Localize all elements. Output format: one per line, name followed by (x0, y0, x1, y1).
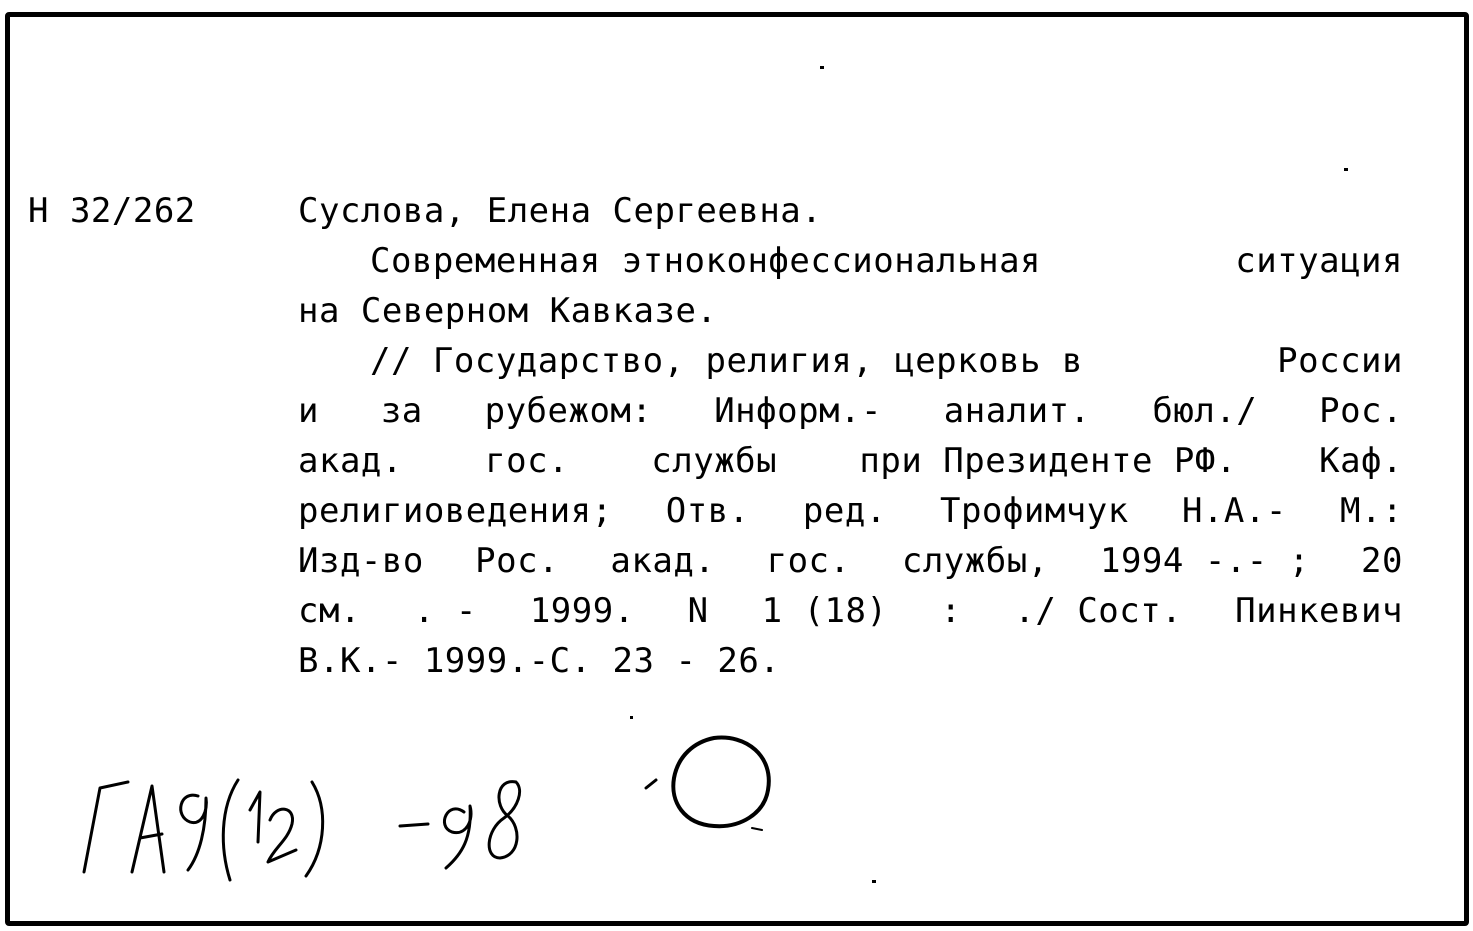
print-speck (630, 716, 633, 719)
entry-line: Суслова, Елена Сергеевна. (298, 191, 823, 231)
entry-line: В.К.- 1999.-С. 23 - 26. (298, 641, 781, 681)
entry-line: см. . - 1999. N 1 (18) : ./ Сост. Пинкевич (298, 591, 1403, 631)
entry-line: акад. гос. службы при Президенте РФ. Каф. (298, 441, 1403, 481)
bibliographic-entry (298, 186, 1403, 686)
entry-line: и за рубежом: Информ.- аналит. бюл./ Рос. (298, 391, 1403, 431)
shelfmark: Н 32/262 (28, 191, 196, 231)
print-speck (872, 880, 876, 883)
entry-line: // Государство, религия, церковь в России (370, 341, 1403, 381)
entry-line: Современная этноконфессиональная ситуация (370, 241, 1403, 281)
entry-line: на Северном Кавказе. (298, 291, 718, 331)
print-speck (1344, 168, 1348, 171)
handwritten-circle-mark (636, 728, 786, 838)
entry-line: религиоведения; Отв. ред. Трофимчук Н.А.- М.: (298, 491, 1403, 531)
handwritten-classification-note (70, 730, 550, 890)
print-speck (820, 66, 824, 69)
entry-line: Изд-во Рос. акад. гос. службы, 1994 -.- ; 20 (298, 541, 1403, 581)
